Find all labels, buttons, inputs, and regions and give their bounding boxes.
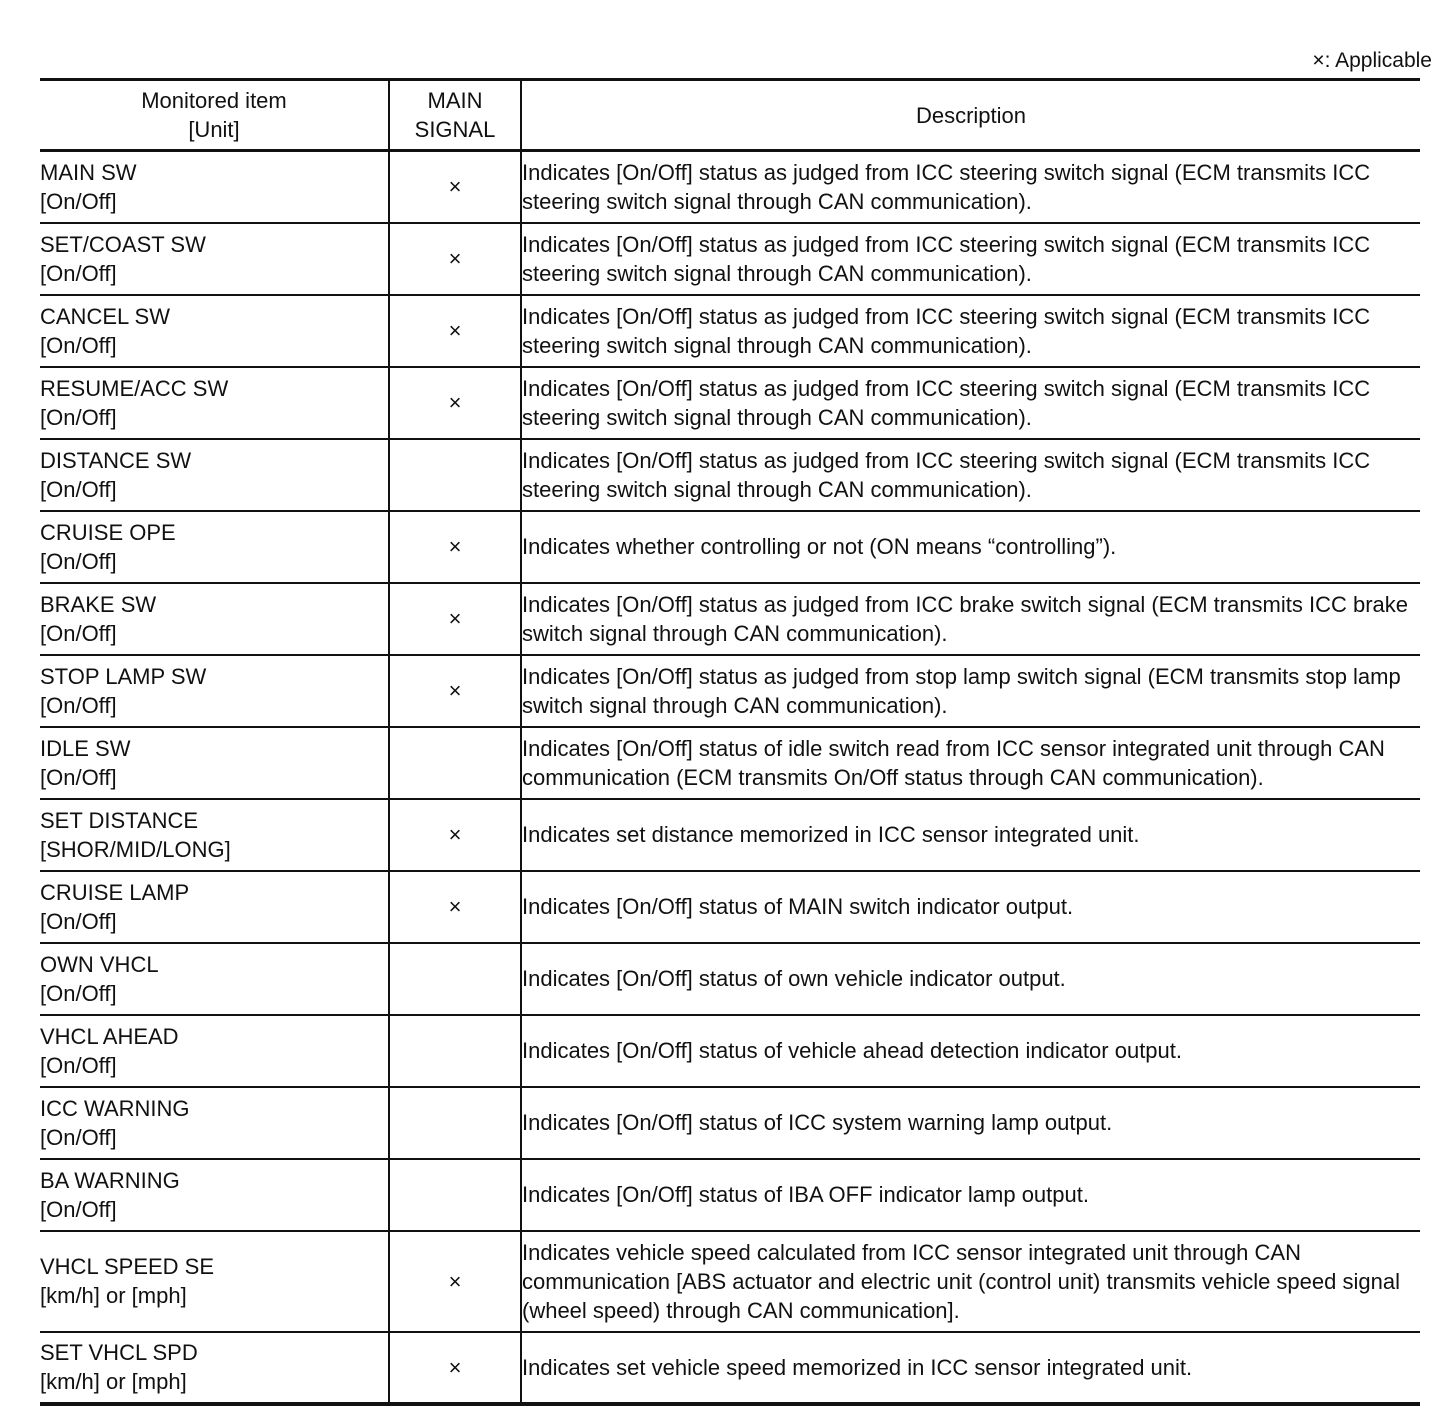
item-cell <box>40 511 389 583</box>
item-cell <box>40 1015 389 1087</box>
item-unit: [On/Off] <box>40 332 117 358</box>
item-name: ICC WARNING <box>40 1095 190 1121</box>
item-cell <box>40 727 389 799</box>
item-cell <box>40 943 389 1015</box>
item-cell <box>40 1332 389 1404</box>
item-description: Indicates [On/Off] status as judged from ICC steering switch signal (ECM transmits ICC steering switch signal through CAN communication). <box>521 223 1420 295</box>
main-signal-mark: × <box>389 655 521 727</box>
item-description: Indicates [On/Off] status as judged from ICC brake switch signal (ECM transmits ICC brake switch signal through CAN communication). <box>521 583 1420 655</box>
item-cell <box>40 655 389 727</box>
table-row <box>40 1332 1420 1404</box>
item-unit: [km/h] or [mph] <box>40 1369 187 1394</box>
header-main-signal <box>389 80 521 151</box>
item-unit: [On/Off] <box>40 404 117 430</box>
item-name: BA WARNING <box>40 1167 180 1193</box>
item-unit: [On/Off] <box>40 980 117 1006</box>
table-header-row <box>40 80 1420 151</box>
item-name: DISTANCE SW <box>40 447 192 473</box>
item-unit: [On/Off] <box>40 1196 117 1222</box>
item-name: MAIN SW <box>40 159 137 185</box>
item-name: OWN VHCL <box>40 951 159 977</box>
item-name: RESUME/ACC SW <box>40 375 229 401</box>
item-name: CRUISE LAMP <box>40 879 190 905</box>
item-unit: [On/Off] <box>40 620 117 646</box>
item-name: SET/COAST SW <box>40 231 206 257</box>
item-unit: [On/Off] <box>40 764 117 790</box>
item-description: Indicates [On/Off] status of own vehicle indicator output. <box>521 943 1420 1015</box>
item-description: Indicates [On/Off] status of ICC system warning lamp output. <box>521 1087 1420 1159</box>
item-name: IDLE SW <box>40 735 131 761</box>
main-signal-mark <box>389 1087 521 1159</box>
item-name: SET DISTANCE <box>40 807 199 833</box>
item-cell <box>40 583 389 655</box>
item-name: STOP LAMP SW <box>40 663 207 689</box>
table-row <box>40 295 1420 367</box>
item-name: CANCEL SW <box>40 303 170 329</box>
item-unit: [On/Off] <box>40 548 117 574</box>
table-row <box>40 439 1420 511</box>
header-description: Description <box>521 80 1420 151</box>
item-name: SET VHCL SPD <box>40 1340 198 1365</box>
main-signal-mark: × <box>389 223 521 295</box>
table-row <box>40 223 1420 295</box>
item-cell <box>40 367 389 439</box>
monitor-items-table <box>40 78 1420 1406</box>
table-row <box>40 1159 1420 1231</box>
item-unit: [On/Off] <box>40 260 117 286</box>
header-monitored-item <box>40 80 389 151</box>
item-description: Indicates [On/Off] status of IBA OFF indicator lamp output. <box>521 1159 1420 1231</box>
header-unit-label: [Unit] <box>188 117 240 142</box>
item-cell <box>40 871 389 943</box>
item-description: Indicates [On/Off] status as judged from stop lamp switch signal (ECM transmits stop lamp switch signal through CAN communication). <box>521 655 1420 727</box>
table-row <box>40 367 1420 439</box>
main-signal-mark: × <box>389 583 521 655</box>
main-signal-mark <box>389 727 521 799</box>
main-signal-mark: × <box>389 511 521 583</box>
main-signal-mark: × <box>389 871 521 943</box>
table-row <box>40 655 1420 727</box>
table-row <box>40 151 1420 223</box>
main-signal-mark: × <box>389 367 521 439</box>
header-signal-line1: MAIN <box>427 88 483 113</box>
main-signal-mark: × <box>389 295 521 367</box>
table-row <box>40 799 1420 871</box>
item-description: Indicates [On/Off] status of vehicle ahead detection indicator output. <box>521 1015 1420 1087</box>
item-description: Indicates [On/Off] status as judged from ICC steering switch signal (ECM transmits ICC steering switch signal through CAN communication). <box>521 367 1420 439</box>
item-unit: [On/Off] <box>40 1124 117 1150</box>
table-row <box>40 1087 1420 1159</box>
main-signal-mark: × <box>389 151 521 223</box>
table-row <box>40 727 1420 799</box>
item-description: Indicates whether controlling or not (ON means “controlling”). <box>521 511 1420 583</box>
item-description: Indicates vehicle speed calculated from ICC sensor integrated unit through CAN communication [ABS actuator and electric unit (control unit) transmits vehicle speed signal (wheel speed) through CAN communication]. <box>521 1231 1420 1332</box>
item-cell <box>40 223 389 295</box>
item-description: Indicates [On/Off] status of MAIN switch indicator output. <box>521 871 1420 943</box>
table-row <box>40 583 1420 655</box>
item-name: BRAKE SW <box>40 591 157 617</box>
item-description: Indicates set distance memorized in ICC sensor integrated unit. <box>521 799 1420 871</box>
item-unit: [SHOR/MID/LONG] <box>40 836 231 862</box>
item-description: Indicates [On/Off] status as judged from ICC steering switch signal (ECM transmits ICC steering switch signal through CAN communication). <box>521 151 1420 223</box>
item-unit: [On/Off] <box>40 188 117 214</box>
item-cell <box>40 1159 389 1231</box>
item-name: VHCL AHEAD <box>40 1023 179 1049</box>
item-description: Indicates [On/Off] status as judged from ICC steering switch signal (ECM transmits ICC steering switch signal through CAN communication). <box>521 439 1420 511</box>
item-cell <box>40 1087 389 1159</box>
main-signal-mark: × <box>389 1231 521 1332</box>
item-description: Indicates [On/Off] status of idle switch read from ICC sensor integrated unit through CAN communication (ECM transmits On/Off status through CAN communication). <box>521 727 1420 799</box>
item-unit: [On/Off] <box>40 908 117 934</box>
main-signal-mark <box>389 1159 521 1231</box>
item-cell <box>40 1231 389 1332</box>
table-row <box>40 1015 1420 1087</box>
main-signal-mark: × <box>389 1332 521 1404</box>
item-name: VHCL SPEED SE <box>40 1254 215 1279</box>
item-description: Indicates set vehicle speed memorized in ICC sensor integrated unit. <box>521 1332 1420 1404</box>
table-row <box>40 943 1420 1015</box>
main-signal-mark <box>389 943 521 1015</box>
item-unit: [On/Off] <box>40 692 117 718</box>
table-row <box>40 1231 1420 1332</box>
main-signal-mark <box>389 439 521 511</box>
item-cell <box>40 151 389 223</box>
item-cell <box>40 799 389 871</box>
item-name: CRUISE OPE <box>40 519 176 545</box>
item-unit: [On/Off] <box>40 1052 117 1078</box>
item-unit: [km/h] or [mph] <box>40 1283 187 1308</box>
header-signal-line2: SIGNAL <box>414 117 496 142</box>
item-cell <box>40 295 389 367</box>
applicable-legend: ×: Applicable <box>1312 49 1432 72</box>
table-row <box>40 871 1420 943</box>
main-signal-mark <box>389 1015 521 1087</box>
item-cell <box>40 439 389 511</box>
header-item-label: Monitored item <box>141 88 287 113</box>
main-signal-mark: × <box>389 799 521 871</box>
item-description: Indicates [On/Off] status as judged from ICC steering switch signal (ECM transmits ICC steering switch signal through CAN communication). <box>521 295 1420 367</box>
table-row <box>40 511 1420 583</box>
item-unit: [On/Off] <box>40 476 117 502</box>
